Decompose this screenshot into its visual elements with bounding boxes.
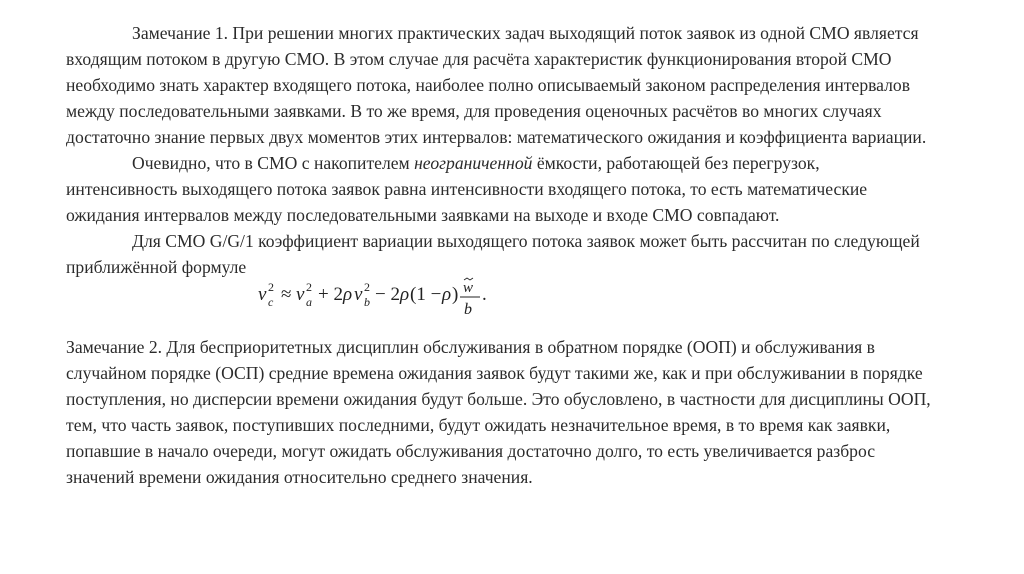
obvious-line-2: интенсивность выходящего потока заявок равна интенсивности входящего потока, то есть математические [66,179,868,199]
remark-2-line-1: Замечание 2. Для бесприоритетных дисциплин обслуживания в обратном порядке (ООП) и обслуживания в [66,337,875,357]
formula-t1-sub: a [306,295,312,309]
remark-1-line-2: входящим потоком в другую СМО. В этом случае для расчёта характеристик функционирования второй СМО [66,49,892,69]
remark-2-line-2: случайном порядке (ОСП) средние времена ожидания заявок будут такими же, как и при обслуживании в порядке [66,363,923,383]
formula-t1-sup: 2 [306,280,312,294]
obvious-line-1-italic: неограниченной [414,153,533,173]
gg1-line-2: приближённой формуле [66,257,247,277]
remark-1-line-1: Замечание 1. При решении многих практических задач выходящий поток заявок из одной СМО является [132,23,919,43]
obvious-line-3: ожидания интервалов между последовательными заявками на выходе и входе СМО совпадают. [66,205,780,225]
formula-paren-close: ) [452,284,459,305]
remark-1-line-5: достаточно знание первых двух моментов этих интервалов: математического ожидания и коэффициента вариации. [66,127,927,147]
remark-2-line-6: значений времени ожидания относительно среднего значения. [66,467,533,487]
obvious-line-1-end: ёмкости, работающей без перегрузок, [532,153,820,173]
formula-minus: − 2 [375,284,400,305]
remark-2-line-4: тем, что часть заявок, поступивших последними, будут ожидать незначительное время, в то время как заявки, [66,415,891,435]
formula-approx: ≈ [281,284,292,305]
formula-rho-3: ρ [442,284,452,305]
formula-rho: ρ [343,284,353,305]
formula-plus: + 2 [318,284,343,305]
formula-t2: ν [354,284,363,305]
formula-t1: ν [296,284,305,305]
formula-period: . [482,284,487,305]
formula-paren: (1 − [410,284,442,305]
remark-2-line-3: поступления, но дисперсии времени ожидания будут больше. Это обусловлено, в частности для дисциплины ООП, [66,389,931,409]
remark-1-line-3: необходимо знать характер входящего потока, наиболее полно описываемый законом распределения интервалов [66,75,911,95]
formula-frac-num: w [463,280,474,296]
formula-lhs: ν [258,284,267,305]
formula-lhs-sup: 2 [268,280,274,294]
remark-2-line-5: попавшие в начало очереди, могут ожидать обслуживания достаточно долго, то есть увеличивается разброс [66,441,876,461]
obvious-line-1-start: Очевидно, что в СМО с накопителем [132,153,415,173]
formula-t2-sup: 2 [364,280,370,294]
formula-t2-sub: b [364,295,370,309]
gg1-line-1: Для СМО G/G/1 коэффициент вариации выходящего потока заявок может быть рассчитан по следующей [132,231,920,251]
formula-frac-den: b [464,301,472,318]
formula-rho-2: ρ [400,284,410,305]
formula-lhs-sub: c [268,295,274,309]
obvious-line-1 [132,152,820,174]
variation-formula [258,276,498,322]
remark-1-line-4: между последовательными заявками. В то же время, для проведения оценочных расчётов во многих случаях [66,101,882,121]
